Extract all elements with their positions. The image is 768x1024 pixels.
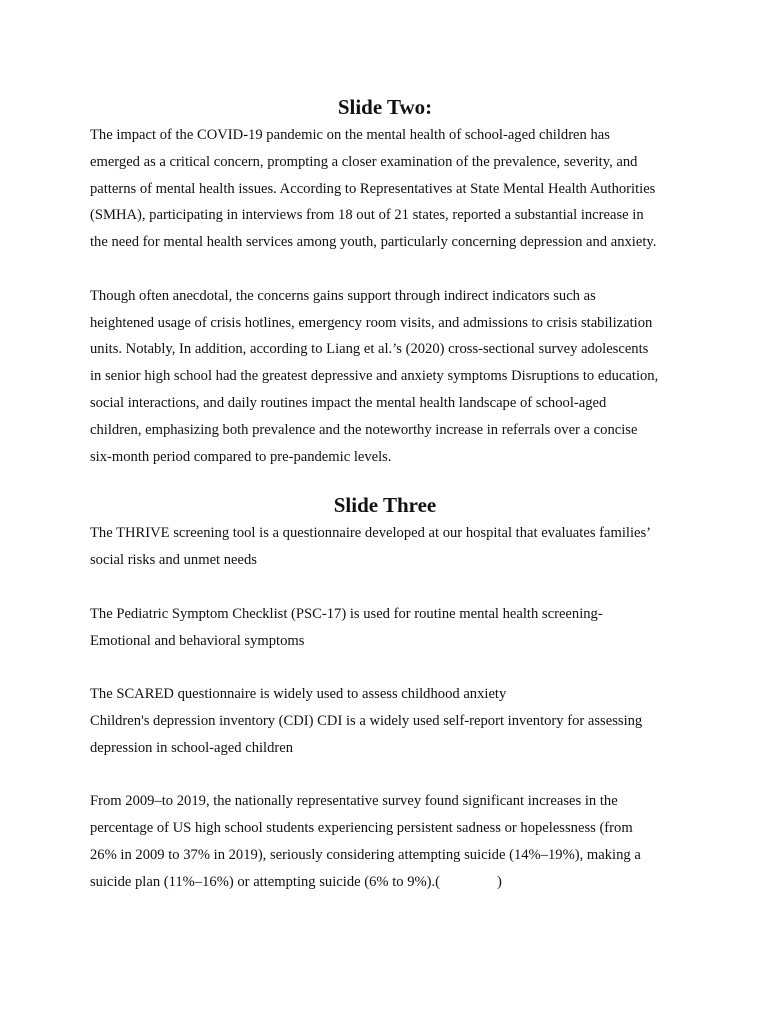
paragraph-line: six-month period compared to pre-pandemic levels. — [90, 448, 392, 465]
citation-close-paren: ) — [497, 873, 502, 890]
paragraph-line: social interactions, and daily routines impact the mental health landscape of school-aged — [90, 394, 607, 411]
paragraph-line: Children's depression inventory (CDI) CDI is a widely used self-report inventory for assessing — [90, 712, 643, 729]
survey-last-line-text: suicide plan (11%–16%) or attempting suicide (6% to 9%). — [90, 873, 436, 890]
paragraph-line-with-citation — [90, 869, 680, 896]
paragraph-line: From 2009–to 2019, the nationally representative survey found significant increases in the — [90, 793, 618, 810]
paragraph-line: emerged as a critical concern, prompting a closer examination of the prevalence, severity, and — [90, 153, 638, 170]
paragraph-line: The SCARED questionnaire is widely used to assess childhood anxiety — [90, 686, 507, 703]
citation-open-paren: ( — [435, 873, 441, 890]
paragraph-line: (SMHA), participating in interviews from 18 out of 21 states, reported a substantial increase in — [90, 207, 644, 224]
paragraph-line: The THRIVE screening tool is a questionnaire developed at our hospital that evaluates families’ — [90, 525, 652, 542]
paragraph-line: children, emphasizing both prevalence and the noteworthy increase in referrals over a concise — [90, 421, 638, 438]
paragraph-line: the need for mental health services among youth, particularly concerning depression and anxiety. — [90, 234, 657, 251]
scared-cdi-paragraph — [90, 681, 680, 761]
thrive-paragraph — [90, 520, 680, 574]
document-page — [90, 92, 680, 896]
slide-two-heading: Slide Two: — [337, 95, 433, 119]
slide-two-paragraph-2 — [90, 283, 680, 471]
paragraph-line: Though often anecdotal, the concerns gains support through indirect indicators such as — [90, 287, 596, 304]
slide-two-paragraph-1 — [90, 122, 680, 256]
paragraph-line: The impact of the COVID-19 pandemic on the mental health of school-aged children has — [90, 127, 610, 143]
paragraph-line: The Pediatric Symptom Checklist (PSC-17) is used for routine mental health screening- — [90, 605, 603, 622]
paragraph-line: depression in school-aged children — [90, 739, 294, 756]
paragraph-line: units. Notably, In addition, according to Liang et al.’s (2020) cross-sectional survey adolescents — [90, 341, 649, 358]
paragraph-line: heightened usage of crisis hotlines, emergency room visits, and admissions to crisis stabilization — [90, 314, 653, 331]
slide-three-heading: Slide Three — [333, 493, 437, 518]
paragraph-line: patterns of mental health issues. According to Representatives at State Mental Health Authorities — [90, 180, 656, 197]
paragraph-line: in senior high school had the greatest depressive and anxiety symptoms Disruptions to education, — [90, 368, 659, 385]
paragraph-line: Emotional and behavioral symptoms — [90, 632, 305, 649]
paragraph-line: 26% in 2009 to 37% in 2019), seriously considering attempting suicide (14%–19%), making a — [90, 846, 641, 863]
psc-paragraph — [90, 601, 680, 655]
paragraph-line: percentage of US high school students experiencing persistent sadness or hopelessness (from — [90, 820, 633, 837]
survey-paragraph — [90, 788, 680, 895]
paragraph-line: social risks and unmet needs — [90, 552, 257, 569]
